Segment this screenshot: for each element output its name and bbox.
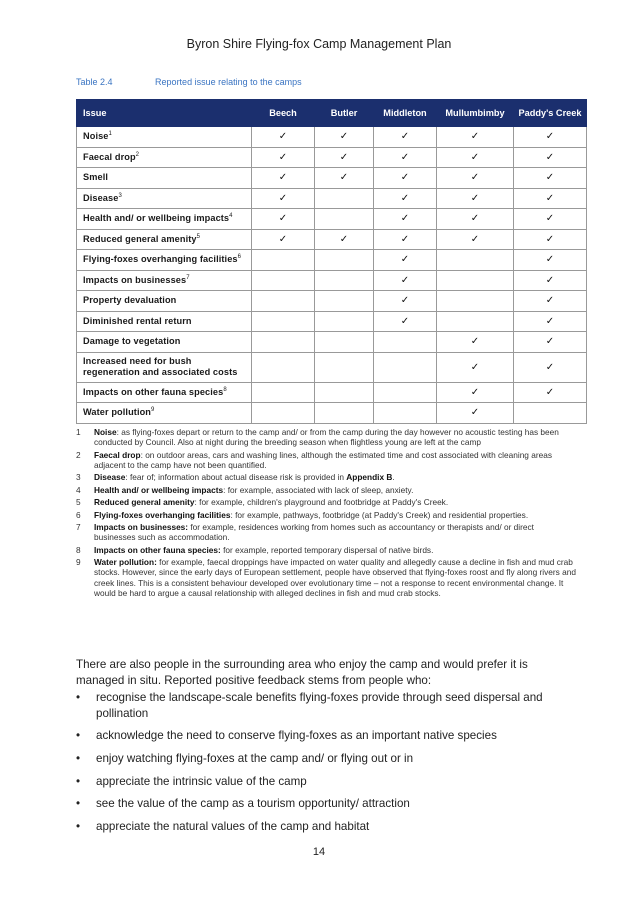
- table-caption: [76, 77, 302, 87]
- footnote-text: [94, 510, 528, 520]
- mark-cell: [437, 332, 514, 353]
- check-icon: ✓: [400, 213, 410, 225]
- footnote-term: Impacts on businesses:: [94, 521, 189, 532]
- check-icon: ✓: [545, 386, 555, 398]
- mark-cell: [514, 270, 587, 291]
- footnote-description: : as flying-foxes depart or return to the camp and/ or from the camp during the day however no acoustic testing has been conducted by Council. Also at night during the breeding season when flightless young are left at the camp: [94, 427, 559, 448]
- bullet-item: [76, 751, 576, 767]
- issue-cell: [77, 332, 252, 353]
- table-row: [77, 147, 587, 168]
- mark-cell: [514, 291, 587, 312]
- check-icon: ✓: [278, 131, 288, 143]
- page-number: 14: [312, 846, 326, 858]
- mark-cell: [374, 229, 437, 250]
- check-icon: ✓: [470, 407, 480, 419]
- mark-cell: [514, 250, 587, 271]
- footnote-text: [94, 472, 395, 482]
- footnote: [76, 557, 576, 598]
- issue-cell: [77, 382, 252, 403]
- footnote: [76, 510, 576, 520]
- mark-cell: [374, 127, 437, 148]
- page-header: Byron Shire Flying-fox Camp Management Plan: [186, 37, 452, 51]
- issue-cell: [77, 352, 252, 382]
- mark-cell: [315, 229, 374, 250]
- check-icon: ✓: [400, 131, 410, 143]
- issue-cell: [77, 250, 252, 271]
- mark-cell: [514, 311, 587, 332]
- footnote-ref: 9: [151, 407, 155, 414]
- issue-cell: [77, 127, 252, 148]
- mark-cell: [514, 332, 587, 353]
- mark-cell: [437, 403, 514, 424]
- issue-cell: [77, 270, 252, 291]
- footnote-description: for example, faecal droppings have impacted on water quality and allegedly cause a decline in fish and mud crab stocks. However, since the early days of European settlement, people have observed that flying-foxes roost and fly along rivers and creek lines. This is a consistent behaviour developed over evolutionary time – not a response to recent environmental change. It would be hard to argue a causal relationship with alleged declines in fish and mud crab stocks.: [94, 556, 576, 599]
- issues-table: [76, 99, 587, 424]
- check-icon: ✓: [278, 213, 288, 225]
- check-icon: ✓: [545, 254, 555, 266]
- footnote-number: 1: [76, 427, 81, 437]
- mark-cell: [514, 352, 587, 382]
- table-row: [77, 311, 587, 332]
- mark-cell: [374, 168, 437, 189]
- issue-cell: [77, 403, 252, 424]
- check-icon: ✓: [470, 386, 480, 398]
- table-row: [77, 332, 587, 353]
- issue-cell: [77, 229, 252, 250]
- check-icon: ✓: [400, 151, 410, 163]
- mark-cell: [315, 168, 374, 189]
- appendix-reference: Appendix B: [346, 472, 393, 483]
- issue-label: Faecal drop: [83, 151, 136, 162]
- mark-cell: [374, 250, 437, 271]
- bullet-text: appreciate the intrinsic value of the camp: [96, 774, 307, 788]
- check-icon: ✓: [400, 295, 410, 307]
- footnote-description: : for example, children's playground and footbridge at Paddy's Creek.: [194, 497, 449, 508]
- column-header: Middleton: [374, 100, 437, 127]
- footnote-description: for example, reported temporary dispersal of native birds.: [220, 544, 434, 555]
- table-header-row: [77, 100, 587, 127]
- mark-cell: [514, 147, 587, 168]
- mark-cell: [252, 229, 315, 250]
- issue-label: Increased need for bush regeneration and associated costs: [83, 355, 238, 377]
- mark-cell: [437, 127, 514, 148]
- check-icon: ✓: [278, 151, 288, 163]
- check-icon: ✓: [470, 131, 480, 143]
- footnote-number: 2: [76, 449, 81, 460]
- mark-cell: [315, 209, 374, 230]
- footnote-term: Disease: [94, 472, 126, 483]
- footnote-text: [94, 450, 576, 471]
- check-icon: ✓: [470, 361, 480, 373]
- check-icon: ✓: [545, 151, 555, 163]
- mark-cell: [374, 188, 437, 209]
- footnote: [76, 485, 576, 495]
- mark-cell: [315, 147, 374, 168]
- table-row: [77, 209, 587, 230]
- mark-cell: [252, 168, 315, 189]
- check-icon: ✓: [545, 315, 555, 327]
- check-icon: ✓: [545, 274, 555, 286]
- bullet-marker: •: [76, 751, 81, 765]
- footnote-ref: 3: [118, 192, 122, 199]
- bullet-item: [76, 796, 576, 812]
- issue-cell: [77, 311, 252, 332]
- mark-cell: [252, 188, 315, 209]
- mark-cell: [374, 382, 437, 403]
- bullet-text: acknowledge the need to conserve flying-foxes as an important native species: [96, 729, 497, 743]
- mark-cell: [374, 147, 437, 168]
- mark-cell: [437, 291, 514, 312]
- mark-cell: [374, 270, 437, 291]
- issue-label: Damage to vegetation: [83, 336, 181, 347]
- mark-cell: [252, 291, 315, 312]
- footnote-description: for example, residences working from homes such as accountancy or therapists and/ or direct businesses such as accommodation.: [94, 521, 534, 543]
- footnote-ref: 5: [196, 233, 201, 240]
- check-icon: ✓: [470, 192, 480, 204]
- mark-cell: [252, 209, 315, 230]
- check-icon: ✓: [545, 336, 555, 348]
- footnote-ref: 1: [108, 131, 112, 138]
- footnote-term: Impacts on other fauna species:: [94, 544, 221, 555]
- footnote-text: [94, 497, 448, 507]
- mark-cell: [252, 382, 315, 403]
- mark-cell: [315, 188, 374, 209]
- footnote-term: Water pollution:: [94, 556, 157, 567]
- footnote-number: 5: [76, 497, 81, 508]
- footnote-ref: 4: [229, 213, 233, 220]
- bullet-text: recognise the landscape-scale benefits flying-foxes provide through seed dispersal and pollination: [96, 691, 543, 720]
- footnote-ref: 6: [237, 254, 242, 261]
- footnote-number: 3: [76, 472, 81, 483]
- table-row: [77, 168, 587, 189]
- check-icon: ✓: [339, 233, 349, 245]
- check-icon: ✓: [470, 151, 480, 163]
- mark-cell: [437, 311, 514, 332]
- check-icon: ✓: [339, 172, 349, 184]
- mark-cell: [437, 270, 514, 291]
- table-row: [77, 250, 587, 271]
- mark-cell: [374, 403, 437, 424]
- bullet-marker: •: [76, 691, 81, 704]
- footnote-term: Noise: [94, 427, 117, 437]
- mark-cell: [374, 352, 437, 382]
- table-row: [77, 291, 587, 312]
- mark-cell: [514, 127, 587, 148]
- footnote: [76, 497, 576, 507]
- column-header: Beech: [252, 100, 315, 127]
- column-header: Butler: [315, 100, 374, 127]
- issue-label: Disease: [83, 192, 119, 203]
- footnote: [76, 522, 576, 543]
- bullet-item: [76, 819, 576, 835]
- table-row: [77, 188, 587, 209]
- bullet-text: enjoy watching flying-foxes at the camp and/ or flying out or in: [96, 751, 414, 765]
- footnote-text: [94, 545, 433, 555]
- footnote-term: Reduced general amenity: [94, 497, 195, 508]
- mark-cell: [437, 352, 514, 382]
- mark-cell: [315, 352, 374, 382]
- table-body: [77, 127, 587, 424]
- mark-cell: [252, 127, 315, 148]
- check-icon: ✓: [400, 315, 410, 327]
- check-icon: ✓: [470, 336, 480, 348]
- issue-label: Reduced general amenity: [83, 233, 197, 244]
- check-icon: ✓: [400, 172, 410, 184]
- mark-cell: [252, 332, 315, 353]
- issue-cell: [77, 188, 252, 209]
- footnote-description: : on outdoor areas, cars and washing lines, although the estimated time and cost associated with cleaning areas adjacent to the camp have not been quantified.: [94, 449, 552, 471]
- issue-label: Smell: [83, 172, 109, 183]
- footnote-number: 9: [76, 556, 81, 567]
- issue-cell: [77, 147, 252, 168]
- issue-cell: [77, 291, 252, 312]
- mark-cell: [374, 209, 437, 230]
- mark-cell: [514, 209, 587, 230]
- mark-cell: [437, 209, 514, 230]
- table-number: Table 2.4: [76, 77, 113, 87]
- check-icon: ✓: [400, 254, 410, 266]
- footnote-number: 7: [76, 521, 81, 532]
- bullet-marker: •: [76, 819, 81, 833]
- footnote-term: Faecal drop: [94, 449, 141, 460]
- mark-cell: [437, 168, 514, 189]
- issue-label: Impacts on businesses: [83, 274, 187, 285]
- footnote-tail: .: [392, 472, 395, 483]
- footnote-number: 8: [76, 544, 81, 555]
- mark-cell: [315, 127, 374, 148]
- check-icon: ✓: [545, 233, 555, 245]
- check-icon: ✓: [470, 233, 480, 245]
- footnote-ref: 8: [223, 386, 227, 393]
- footnote-term: Health and/ or wellbeing impacts: [94, 484, 224, 495]
- check-icon: ✓: [545, 131, 555, 143]
- mark-cell: [315, 332, 374, 353]
- check-icon: ✓: [545, 213, 555, 225]
- footnote: [76, 427, 576, 448]
- column-header: Issue: [77, 100, 252, 127]
- footnote-ref: 7: [186, 274, 190, 281]
- issue-cell: [77, 209, 252, 230]
- mark-cell: [374, 332, 437, 353]
- mark-cell: [514, 229, 587, 250]
- mark-cell: [315, 382, 374, 403]
- table-title: Reported issue relating to the camps: [155, 77, 302, 87]
- issue-label: Impacts on other fauna species: [83, 386, 224, 397]
- bullet-text: appreciate the natural values of the camp and habitat: [96, 819, 370, 833]
- issue-label: Health and/ or wellbeing impacts: [83, 213, 230, 224]
- bullet-marker: •: [76, 774, 81, 788]
- mark-cell: [514, 403, 587, 424]
- mark-cell: [252, 147, 315, 168]
- check-icon: ✓: [400, 192, 410, 204]
- intro-paragraph: There are also people in the surrounding area who enjoy the camp and would prefer it is managed in situ. Reported positive feedback stems from people who:: [76, 658, 528, 687]
- mark-cell: [315, 403, 374, 424]
- check-icon: ✓: [339, 151, 349, 163]
- footnote-ref: 2: [135, 151, 140, 158]
- column-header: Paddy's Creek: [514, 100, 587, 127]
- check-icon: ✓: [470, 172, 480, 184]
- mark-cell: [374, 291, 437, 312]
- footnote-text: [94, 557, 576, 598]
- table-row: [77, 229, 587, 250]
- footnote-term: Flying-foxes overhanging facilities: [94, 509, 231, 520]
- table-row: [77, 270, 587, 291]
- check-icon: ✓: [545, 295, 555, 307]
- check-icon: ✓: [470, 213, 480, 225]
- mark-cell: [252, 311, 315, 332]
- footnote-description: : fear of; information about actual disease risk is provided in: [125, 472, 347, 483]
- check-icon: ✓: [278, 233, 288, 245]
- mark-cell: [252, 270, 315, 291]
- footnote-number: 4: [76, 484, 81, 495]
- check-icon: ✓: [545, 172, 555, 184]
- mark-cell: [252, 403, 315, 424]
- table-row: [77, 352, 587, 382]
- mark-cell: [315, 291, 374, 312]
- check-icon: ✓: [339, 131, 349, 143]
- check-icon: ✓: [400, 274, 410, 286]
- footnote: [76, 472, 576, 482]
- column-header: Mullumbimby: [437, 100, 514, 127]
- mark-cell: [437, 250, 514, 271]
- mark-cell: [437, 147, 514, 168]
- issue-label: Noise: [83, 131, 109, 142]
- issue-cell: [77, 168, 252, 189]
- footnote-description: : for example, associated with lack of sleep, anxiety.: [223, 484, 414, 495]
- footnotes: [76, 427, 576, 600]
- table-row: [77, 403, 587, 424]
- table-row: [77, 127, 587, 148]
- bullet-item: [76, 728, 576, 744]
- mark-cell: [514, 188, 587, 209]
- mark-cell: [437, 188, 514, 209]
- bullet-marker: •: [76, 729, 81, 743]
- check-icon: ✓: [545, 361, 555, 373]
- bullet-list: [76, 690, 576, 841]
- bullet-marker: •: [76, 797, 81, 811]
- mark-cell: [315, 250, 374, 271]
- mark-cell: [374, 311, 437, 332]
- bullet-item: [76, 774, 576, 790]
- mark-cell: [315, 311, 374, 332]
- mark-cell: [252, 250, 315, 271]
- check-icon: ✓: [400, 233, 410, 245]
- issue-label: Property devaluation: [83, 295, 177, 306]
- mark-cell: [437, 382, 514, 403]
- footnote-text: [94, 485, 413, 495]
- footnote-description: : for example, pathways, footbridge (at Paddy's Creek) and residential properties.: [230, 509, 529, 520]
- footnote: [76, 545, 576, 555]
- footnote-text: [94, 522, 576, 543]
- bullet-item: [76, 690, 576, 721]
- mark-cell: [437, 229, 514, 250]
- mark-cell: [514, 382, 587, 403]
- footnote-text: [94, 427, 576, 448]
- mark-cell: [315, 270, 374, 291]
- bullet-text: see the value of the camp as a tourism opportunity/ attraction: [96, 797, 410, 811]
- check-icon: ✓: [545, 192, 555, 204]
- issue-label: Water pollution: [83, 407, 152, 418]
- table-row: [77, 382, 587, 403]
- mark-cell: [252, 352, 315, 382]
- issue-label: Flying-foxes overhanging facilities: [83, 254, 238, 265]
- mark-cell: [514, 168, 587, 189]
- check-icon: ✓: [278, 192, 288, 204]
- check-icon: ✓: [278, 172, 288, 184]
- footnote: [76, 450, 576, 471]
- footnote-number: 6: [76, 509, 81, 520]
- issue-label: Diminished rental return: [83, 315, 192, 326]
